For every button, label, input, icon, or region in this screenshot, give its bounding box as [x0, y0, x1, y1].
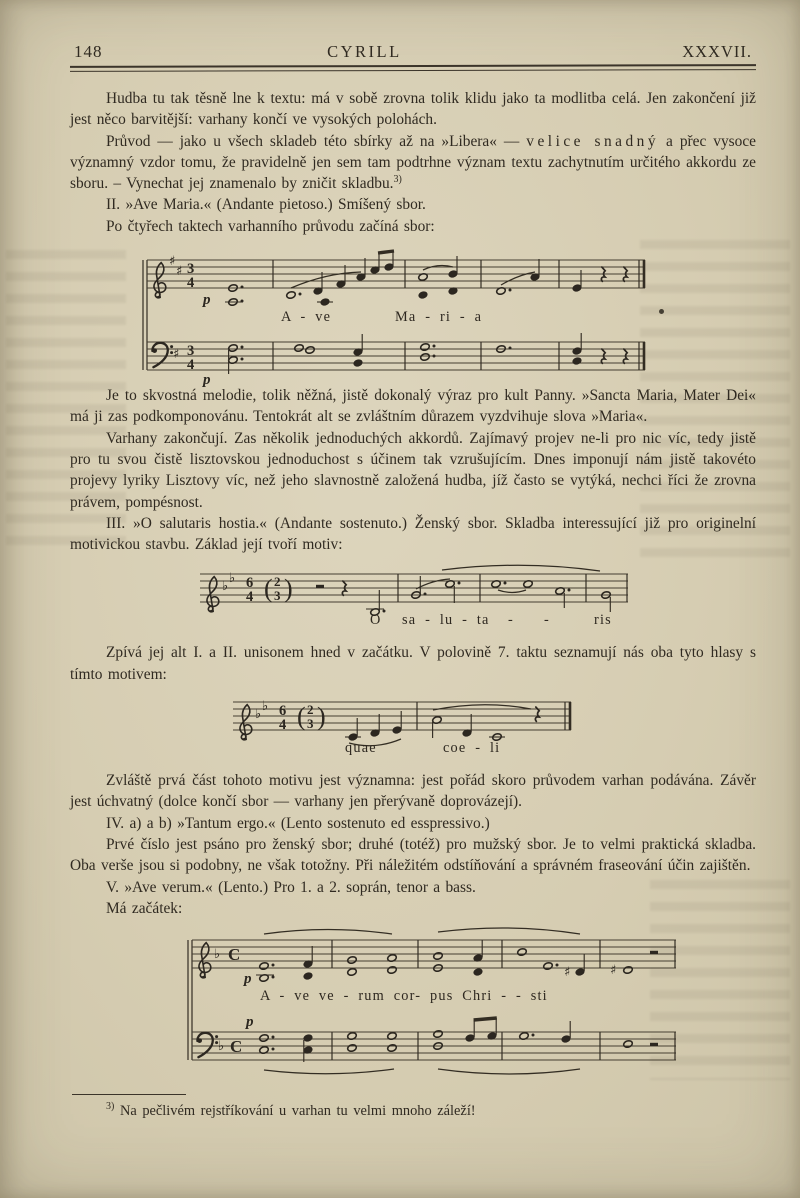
section-heading-ave-verum: V. »Ave verum.« (Lento.) Pro 1. a 2. soprán, tenor a bass.	[106, 878, 476, 896]
section-heading-o-salutaris: III. »O salutaris hostia.« (Andante sostenuto.) Ženský sbor. Skladba interessující již pro originelní motivickou stavbu. Základ její tvoří motiv:	[70, 514, 756, 554]
letterspaced-phrase: velice snadný	[526, 132, 660, 150]
treble-clef-icon	[207, 577, 219, 612]
sharp-icon: ♯	[169, 254, 176, 270]
flat-icon: ♭	[214, 947, 221, 963]
paragraph-zvlaste: Zvláště prvá část tohoto motivu jest významna: jest pořád skoro průvodem varhan podávána. Závěr jest úchvatný (dolce končí sbor — varhany jen přerývaně doprovázejí).	[70, 772, 756, 811]
flat-icon: ♭	[222, 579, 229, 595]
paren: (	[297, 702, 306, 732]
bass-staff	[147, 342, 645, 370]
svg-text:2: 2	[274, 574, 281, 590]
volume-number: XXXVII.	[682, 42, 752, 61]
paragraph-zpiva: Zpívá jej alt I. a II. unisonem hned v začátku. V polovině 7. taktu seznamují nás oba tyto hlasy s tímto motivem:	[70, 644, 756, 683]
paragraph-ma-zacatek: Má začátek:	[106, 899, 183, 917]
music-example-ave-maria	[133, 244, 756, 389]
flat-icon: ♭	[218, 1039, 225, 1055]
journal-title: CYRILL	[327, 42, 402, 61]
lyric-line: A - ve ve - rum cor- pus Chri - - sti	[260, 988, 548, 1005]
dynamic-p: p	[203, 372, 211, 389]
lyric-syllable: -	[508, 612, 514, 629]
running-header	[70, 42, 756, 62]
flat-icon: ♭	[262, 699, 269, 715]
paragraph-hudba: Hudba tu tak těsně lne k textu: má v sobě zrovna tolik klidu jako ta modlitba celá. Jen zakončení již jest něco barvitější: varhany končí ve vysokých polohách.	[70, 90, 756, 129]
treble-clef-icon	[240, 705, 252, 740]
section-heading-ave-maria: II. »Ave Maria.« (Andante pietoso.) Smíšený sbor.	[106, 196, 426, 214]
time-signature: 6	[279, 703, 287, 720]
time-signature: 3	[187, 261, 195, 278]
music-example-o-salutaris	[192, 560, 756, 640]
time-signature: 6	[246, 575, 254, 592]
music-example-ave-verum	[180, 926, 756, 1078]
svg-text:4: 4	[187, 275, 195, 292]
paren: )	[284, 574, 293, 604]
svg-text:3: 3	[187, 343, 195, 360]
half-rest	[650, 951, 658, 954]
lyric-syllable: O	[370, 612, 382, 629]
svg-text:2: 2	[307, 702, 314, 718]
half-rest	[316, 585, 324, 588]
footnote-ref: 3)	[393, 174, 402, 186]
paragraph-pruvod: Průvod — jako u všech skladeb této sbírky až na »Libera« — velice snadný a přec vysoce významný vzdor tomu, že pravidelně jen sem tam podtrhne význam textu zachytnutím určitého akkordu ze sboru. – Vynechat jej znamenalo by zničit skladbu.$^{3)}$	[70, 132, 756, 193]
footnote-rule	[72, 1094, 186, 1095]
notes	[316, 566, 627, 617]
sharp-icon: ♯	[173, 347, 180, 363]
music-example-quae-coeli	[225, 690, 756, 768]
treble-staff	[147, 260, 645, 288]
svg-text:4: 4	[187, 357, 195, 374]
dynamic-p: p	[246, 1014, 254, 1031]
lyric-syllable: -	[544, 612, 550, 629]
treble-clef-icon	[154, 263, 166, 298]
half-rest	[650, 1043, 658, 1046]
sharp-icon: ♯	[610, 963, 617, 979]
page-number: 148	[74, 42, 103, 61]
sharp-icon: ♯	[176, 264, 183, 280]
time-signature: C	[228, 945, 241, 965]
svg-text:C: C	[230, 1037, 243, 1057]
paren: (	[264, 574, 273, 604]
footnote-marker: 3)	[106, 1101, 115, 1113]
svg-text:3: 3	[274, 588, 281, 604]
paragraph-je-to: Je to skvostná melodie, tolik něžná, jistě dokonalý výraz pro kult Panny. »Sancta Maria, Mater Dei« má ji zas podkomponovánu. Tentokrát alt se zvláštním důrazem vyzdvihuje slova »Maria«.	[70, 387, 756, 426]
lyric-syllable: coe - li	[443, 740, 501, 757]
svg-text:3: 3	[307, 716, 314, 732]
section-heading-tantum-ergo: IV. a) a b) »Tantum ergo.« (Lento sostenuto ed esspressivo.)	[106, 814, 490, 832]
treble-notes	[256, 928, 675, 982]
bass-notes	[228, 333, 644, 374]
paragraph-prve-cislo: Prvé číslo jest psáno pro ženský sbor; druhé (totéž) pro mužský sbor. Je to velmi praktická skladba. Oba verše jsou si podobny, ne však totožny. Při náležitém odstíňování a správném fraseování účin zajištěn.	[70, 835, 756, 875]
bass-clef-icon	[152, 343, 173, 367]
lyric-syllable: ris	[594, 612, 612, 629]
paragraph-varhany: Varhany zakončují. Zas několik jednoduchých akkordů. Zajímavý projev ne-li pro nic víc, tedy jistě pro tu svou čistě lisztovskou jednoduchost s účinem tak vzrušujícím. Dnes imponují nám jistě takovéto projevy lyriky Lisztovy víc, než jeho slavnostně založená hudba, jíž často se vytýká, nechci říci že zrovna právem, pompésnost.	[70, 429, 756, 511]
flat-icon: ♭	[255, 707, 262, 723]
dynamic-p: p	[203, 292, 211, 309]
treble-notes	[225, 251, 644, 306]
lyric-syllable: quae	[345, 740, 377, 757]
lyric-line: Ma - ri - a	[395, 309, 483, 326]
svg-text:4: 4	[279, 717, 287, 734]
paren: )	[317, 702, 326, 732]
footnote: $^{3)}$ Na pečlivém rejstříkování u varhan tu velmi mnoho záleží!	[106, 1101, 476, 1120]
flat-icon: ♭	[229, 571, 236, 587]
dynamic-p: p	[244, 971, 252, 988]
bass-clef-icon	[197, 1033, 218, 1057]
lyric-line: A - ve	[281, 309, 332, 326]
header-rule	[70, 64, 756, 72]
sharp-icon: ♯	[564, 965, 571, 981]
svg-text:4: 4	[246, 589, 254, 606]
treble-clef-icon	[199, 943, 211, 978]
paragraph-po-ctyrech: Po čtyřech taktech varhanního průvodu začíná sbor:	[106, 217, 435, 235]
lyric-syllable: sa - lu - ta	[402, 612, 490, 629]
